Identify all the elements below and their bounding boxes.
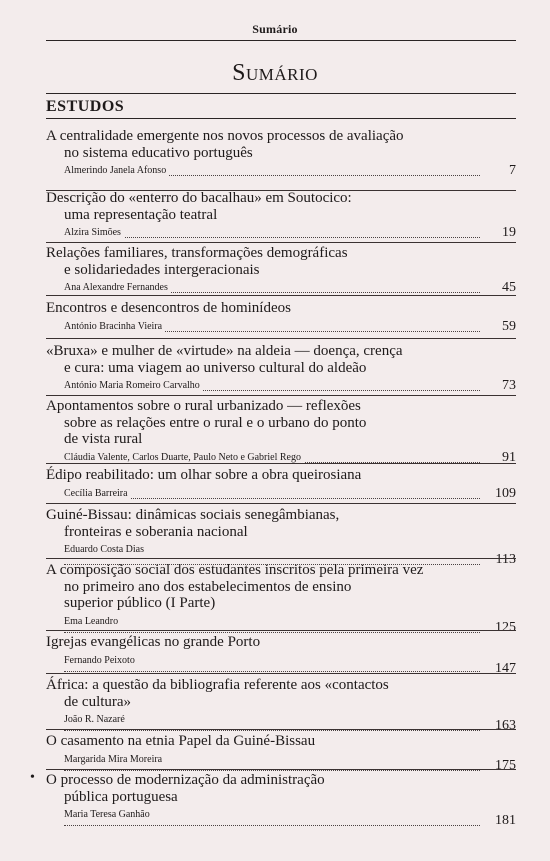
entry-author: António Bracinha Vieira bbox=[64, 321, 165, 332]
entry-page-number: 109 bbox=[491, 486, 516, 502]
entry-title: «Bruxa» e mulher de «virtude» na aldeia — doença, crença e cura: uma viagem ao universo cultural do aldeão bbox=[46, 343, 403, 376]
top-rule bbox=[46, 40, 516, 41]
entry-page-number: 147 bbox=[491, 661, 516, 677]
entry-author-line bbox=[46, 163, 516, 179]
entry-author: Maria Teresa Ganhão bbox=[64, 809, 153, 820]
toc-entry[interactable] bbox=[46, 562, 516, 636]
entry-page-number: 125 bbox=[491, 620, 516, 636]
entry-author-line bbox=[46, 319, 516, 335]
entry-page-number: 19 bbox=[498, 225, 516, 241]
entry-title: A composição social dos estudantes inscritos pela primeira vez no primeiro ano dos estabelecimentos de ensino superior público (I Parte) bbox=[46, 562, 424, 611]
entry-title: Relações familiares, transformações demográficas e solidariedades intergeracionais bbox=[46, 245, 348, 278]
entry-title: Descrição do «enterro do bacalhau» em Soutocico: uma representação teatral bbox=[46, 190, 352, 223]
entry-title: Apontamentos sobre o rural urbanizado — reflexões sobre as relações entre o rural e o urbano do ponto de vista rural bbox=[46, 398, 367, 447]
toc-entry[interactable] bbox=[46, 398, 516, 466]
entry-author: Fernando Peixoto bbox=[64, 655, 138, 666]
toc-entry[interactable] bbox=[46, 467, 516, 502]
entry-title: A centralidade emergente nos novos processos de avaliação no sistema educativo português bbox=[46, 128, 404, 161]
entry-divider bbox=[46, 242, 516, 243]
entry-author: Ana Alexandre Fernandes bbox=[64, 282, 171, 293]
entry-author: Cecília Barreira bbox=[64, 488, 131, 499]
entry-author: António Maria Romeiro Carvalho bbox=[64, 380, 203, 391]
title-rule bbox=[46, 93, 516, 94]
section-heading: ESTUDOS bbox=[46, 98, 125, 115]
entry-divider bbox=[46, 395, 516, 396]
entry-title: Édipo reabilitado: um olhar sobre a obra queirosiana bbox=[46, 467, 362, 483]
entry-page-number: 175 bbox=[491, 758, 516, 774]
running-head: Sumário bbox=[252, 22, 298, 36]
entry-divider bbox=[46, 673, 516, 674]
toc-entry[interactable] bbox=[46, 300, 516, 335]
entry-author: Eduardo Costa Dias bbox=[64, 544, 147, 555]
entry-author: João R. Nazaré bbox=[64, 714, 128, 725]
entry-author-line bbox=[46, 614, 516, 636]
entry-author: Alzira Simões bbox=[64, 227, 124, 238]
page-title bbox=[0, 60, 550, 87]
toc-entry[interactable] bbox=[46, 245, 516, 296]
entry-author-line bbox=[46, 807, 516, 829]
toc-entry[interactable] bbox=[46, 733, 516, 774]
entry-page-number: 91 bbox=[498, 450, 516, 466]
entry-page-number: 59 bbox=[498, 319, 516, 335]
entry-divider bbox=[46, 338, 516, 339]
section-rule bbox=[46, 118, 516, 119]
entry-title: Guiné-Bissau: dinâmicas sociais senegâmbianas, fronteiras e soberania nacional bbox=[46, 507, 340, 540]
toc-entry[interactable] bbox=[46, 677, 516, 734]
entry-divider bbox=[46, 463, 516, 464]
toc-entry[interactable] bbox=[46, 634, 516, 675]
entry-author: Margarida Mira Moreira bbox=[64, 754, 165, 765]
entry-divider bbox=[46, 295, 516, 296]
entry-author: Ema Leandro bbox=[64, 616, 121, 627]
entry-author-line bbox=[46, 225, 516, 241]
entry-author: Almerindo Janela Afonso bbox=[64, 165, 169, 176]
entry-author: Cláudia Valente, Carlos Duarte, Paulo Neto e Gabriel Rego bbox=[64, 452, 304, 463]
leader-dots bbox=[64, 671, 480, 672]
entry-author-line bbox=[46, 378, 516, 394]
leader-dots bbox=[64, 730, 480, 731]
bullet-mark: • bbox=[30, 770, 35, 785]
entry-title: Igrejas evangélicas no grande Porto bbox=[46, 634, 261, 650]
entry-page-number: 73 bbox=[498, 378, 516, 394]
entry-divider bbox=[46, 503, 516, 504]
toc-entry[interactable] bbox=[46, 343, 516, 394]
leader-dots bbox=[64, 825, 480, 826]
entry-divider bbox=[46, 558, 516, 559]
entry-title: África: a questão da bibliografia referente aos «contactos de cultura» bbox=[46, 677, 389, 710]
leader-dots bbox=[64, 632, 480, 633]
entry-divider bbox=[46, 630, 516, 631]
entry-page-number: 163 bbox=[491, 718, 516, 734]
toc-entry[interactable] bbox=[46, 772, 516, 829]
entry-author-line bbox=[46, 653, 516, 675]
leader-dots bbox=[64, 237, 480, 238]
toc-entry[interactable] bbox=[46, 190, 516, 241]
entry-author-line bbox=[46, 712, 516, 734]
entry-page-number: 181 bbox=[491, 813, 516, 829]
entry-page-number: 7 bbox=[505, 163, 516, 179]
toc-entry[interactable] bbox=[46, 128, 516, 179]
entry-page-number: 113 bbox=[492, 552, 516, 568]
entry-title: Encontros e desencontros de hominídeos bbox=[46, 300, 291, 316]
page-title-text: Sumário bbox=[232, 60, 318, 86]
entry-author-line bbox=[46, 486, 516, 502]
entry-page-number: 45 bbox=[498, 280, 516, 296]
entry-title: O casamento na etnia Papel da Guiné-Bissau bbox=[46, 733, 316, 749]
entry-divider bbox=[46, 729, 516, 730]
entry-divider bbox=[46, 769, 516, 770]
entry-author-line bbox=[46, 752, 516, 774]
entry-title: O processo de modernização da administração pública portuguesa bbox=[46, 772, 325, 805]
entry-author-line bbox=[46, 280, 516, 296]
